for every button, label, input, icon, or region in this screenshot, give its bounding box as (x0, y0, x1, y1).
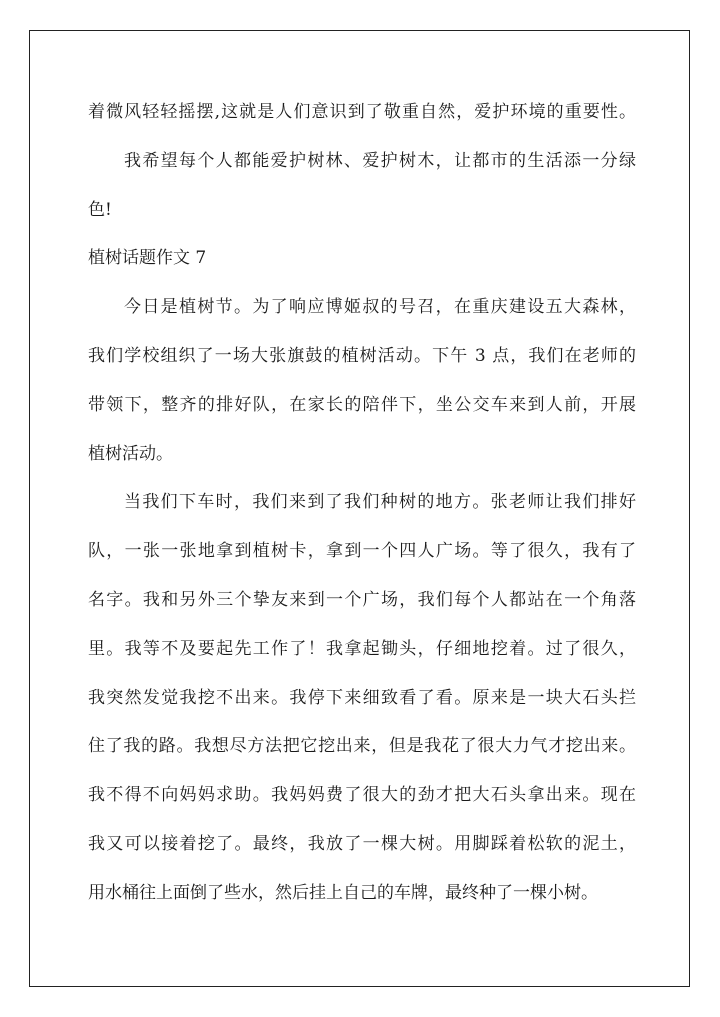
text-line: 着微风轻轻摇摆,这就是人们意识到了敬重自然，爱护环境的重要性。 (88, 102, 636, 122)
text-line: 住了我的路。我想尽方法把它挖出来，但是我花了很大力气才挖出来。 (88, 736, 636, 757)
text-line: 队，一张一张地拿到植树卡，拿到一个四人广场。等了很久，我有了 (88, 541, 636, 562)
text-line: 名字。我和另外三个挚友来到一个广场，我们每个人都站在一个角落 (88, 589, 636, 610)
text-line: 我们学校组织了一场大张旗鼓的植树活动。下午 3 点，我们在老师的 (88, 345, 636, 366)
text-line: 我不得不向妈妈求助。我妈妈费了很大的劲才把大石头拿出来。现在 (88, 785, 636, 806)
text-line: 我又可以接着挖了。最终，我放了一棵大树。用脚踩着松软的泥土， (88, 833, 636, 854)
text-line: 我希望每个人都能爱护树林、爱护树木，让都市的生活添一分绿 (124, 150, 636, 171)
text-line: 今日是植树节。为了响应博姬叔的号召，在重庆建设五大森林， (124, 297, 636, 318)
text-line: 用水桶往上面倒了些水，然后挂上自己的车牌，最终种了一棵小树。 (88, 882, 598, 903)
text-line: 当我们下车时，我们来到了我们种树的地方。张老师让我们排好 (124, 492, 636, 513)
text-line: 植树活动。 (88, 443, 173, 464)
section-heading: 植树话题作文 7 (88, 248, 207, 269)
text-line: 里。我等不及要起先工作了！我拿起锄头，仔细地挖着。过了很久， (88, 638, 636, 659)
text-line: 我突然发觉我挖不出来。我停下来细致看了看。原来是一块大石头拦 (88, 687, 636, 708)
text-line: 色! (88, 199, 112, 220)
text-line: 带领下，整齐的排好队，在家长的陪伴下，坐公交车来到人前，开展 (88, 394, 636, 415)
document-body (88, 92, 636, 922)
